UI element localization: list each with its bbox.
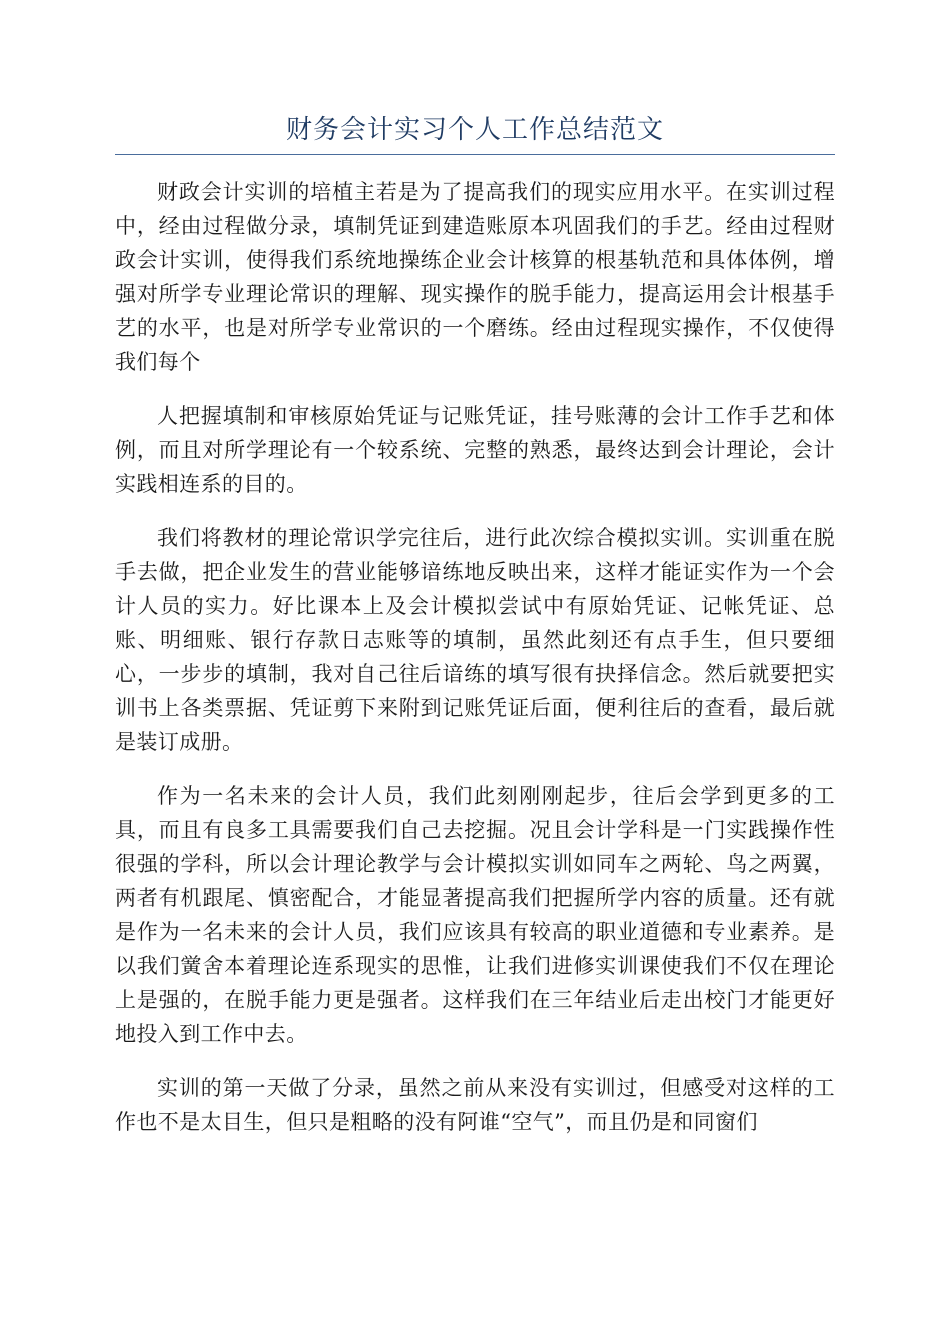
- paragraph: 财政会计实训的培植主若是为了提高我们的现实应用水平。在实训过程中，经由过程做分录，填制凭证到建造账原本巩固我们的手艺。经由过程财政会计实训，使得我们系统地操练企业会计核算的根基轨范和具体体例，增强对所学专业理论常识的理解、现实操作的脱手能力，提高运用会计根基手艺的水平，也是对所学专业常识的一个磨练。经由过程现实操作，不仅使得我们每个: [115, 180, 835, 374]
- document-page: [115, 108, 835, 1159]
- paragraph: 作为一名未来的会计人员，我们此刻刚刚起步，往后会学到更多的工具，而且有良多工具需要我们自己去挖掘。况且会计学科是一门实践操作性很强的学科，所以会计理论教学与会计模拟实训如同车之两轮、鸟之两翼，两者有机跟尾、慎密配合，才能显著提高我们把握所学内容的质量。还有就是作为一名未来的会计人员，我们应该具有较高的职业道德和专业素养。是以我们黉舍本着理论连系现实的思惟，让我们进修实训课使我们不仅在理论上是强的，在脱手能力更是强者。这样我们在三年结业后走出校门才能更好地投入到工作中去。: [115, 784, 835, 1046]
- paragraph: 实训的第一天做了分录，虽然之前从来没有实训过，但感受对这样的工作也不是太目生，但只是粗略的没有阿谁“空气”，而且仍是和同窗们: [115, 1076, 835, 1134]
- document-title: 财务会计实习个人工作总结范文: [115, 108, 835, 155]
- document-body: [115, 175, 835, 1139]
- paragraph: 人把握填制和审核原始凭证与记账凭证，挂号账薄的会计工作手艺和体例，而且对所学理论有一个较系统、完整的熟悉，最终达到会计理论，会计实践相连系的目的。: [115, 404, 835, 496]
- paragraph: 我们将教材的理论常识学完往后，进行此次综合模拟实训。实训重在脱手去做，把企业发生的营业能够谙练地反映出来，这样才能证实作为一个会计人员的实力。好比课本上及会计模拟尝试中有原始凭证、记帐凭证、总账、明细账、银行存款日志账等的填制，虽然此刻还有点手生，但只要细心，一步步的填制，我对自己往后谙练的填写很有抉择信念。然后就要把实训书上各类票据、凭证剪下来附到记账凭证后面，便利往后的查看，最后就是装订成册。: [115, 526, 835, 754]
